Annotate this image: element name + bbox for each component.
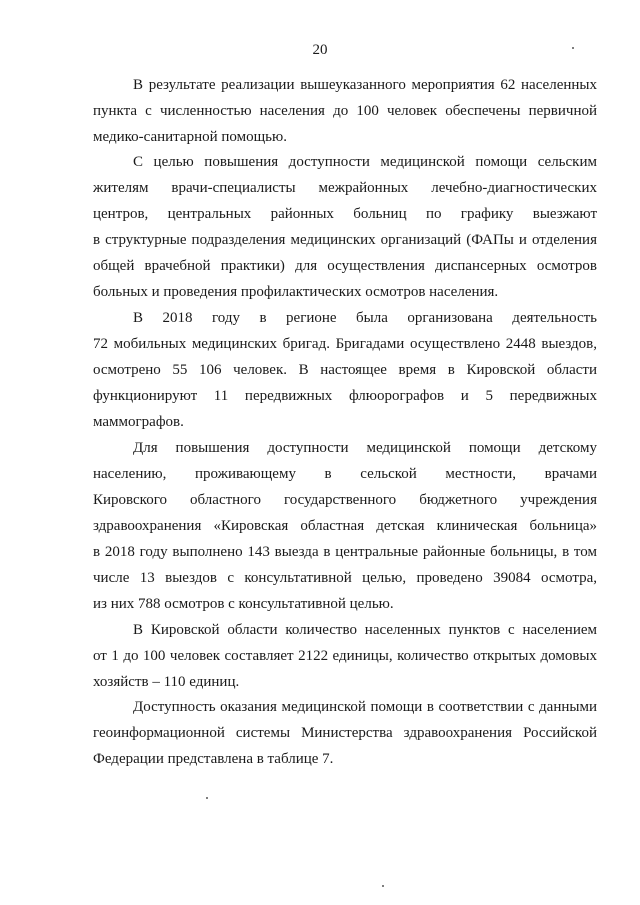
text-line: маммографов. — [93, 414, 184, 430]
text-line: геоинформационной системы Министерства здравоохранения Российской — [93, 725, 597, 741]
text-line: медико-санитарной помощью. — [93, 129, 287, 145]
paragraph-2 — [93, 149, 597, 305]
text-line: из них 788 осмотров с консультативной целью. — [93, 596, 394, 612]
paragraph-3 — [93, 305, 597, 435]
page-number: 20 — [312, 42, 328, 58]
text-line: в структурные подразделения медицинских организаций (ФАПы и отделения — [93, 232, 597, 248]
text-line: в 2018 году выполнено 143 выезда в центральные районные больницы, в том — [93, 544, 597, 560]
text-line: В результате реализации вышеуказанного мероприятия 62 населенных — [133, 77, 597, 93]
text-line: хозяйств – 110 единиц. — [93, 674, 240, 690]
text-line: общей врачебной практики) для осуществления диспансерных осмотров — [93, 258, 597, 274]
scan-speck — [572, 47, 574, 49]
text-line: С целью повышения доступности медицинской помощи сельским — [133, 154, 597, 170]
text-line: центров, центральных районных больниц по графику выезжают — [93, 206, 597, 222]
paragraph-5 — [93, 617, 597, 695]
scan-speck — [382, 885, 384, 887]
text-line: числе 13 выездов с консультативной целью, проведено 39084 осмотра, — [93, 570, 597, 586]
paragraph-4 — [93, 435, 597, 617]
text-line: от 1 до 100 человек составляет 2122 единицы, количество открытых домовых — [93, 648, 597, 664]
text-line: функционируют 11 передвижных флюорографов и 5 передвижных — [93, 388, 597, 404]
text-line: В 2018 году в регионе была организована деятельность — [133, 310, 597, 326]
text-line: Федерации представлена в таблице 7. — [93, 751, 334, 767]
scan-speck — [206, 797, 208, 799]
text-line: здравоохранения «Кировская областная детская клиническая больница» — [93, 518, 597, 534]
text-line: Кировского областного государственного бюджетного учреждения — [93, 492, 597, 508]
text-line: пункта с численностью населения до 100 человек обеспечены первичной — [93, 103, 597, 119]
text-line: 72 мобильных медицинских бригад. Бригадами осуществлено 2448 выездов, — [93, 336, 597, 352]
text-line: осмотрено 55 106 человек. В настоящее время в Кировской области — [93, 362, 597, 378]
text-line: В Кировской области количество населенных пунктов с населением — [133, 622, 597, 638]
text-line: населению, проживающему в сельской местности, врачами — [93, 466, 597, 482]
paragraph-6 — [93, 694, 597, 772]
text-line: жителям врачи-специалисты межрайонных лечебно-диагностических — [93, 180, 597, 196]
text-line: Для повышения доступности медицинской помощи детскому — [133, 440, 597, 456]
paragraph-1 — [93, 72, 597, 150]
text-line: больных и проведения профилактических осмотров населения. — [93, 284, 499, 300]
text-line: Доступность оказания медицинской помощи в соответствии с данными — [133, 699, 597, 715]
